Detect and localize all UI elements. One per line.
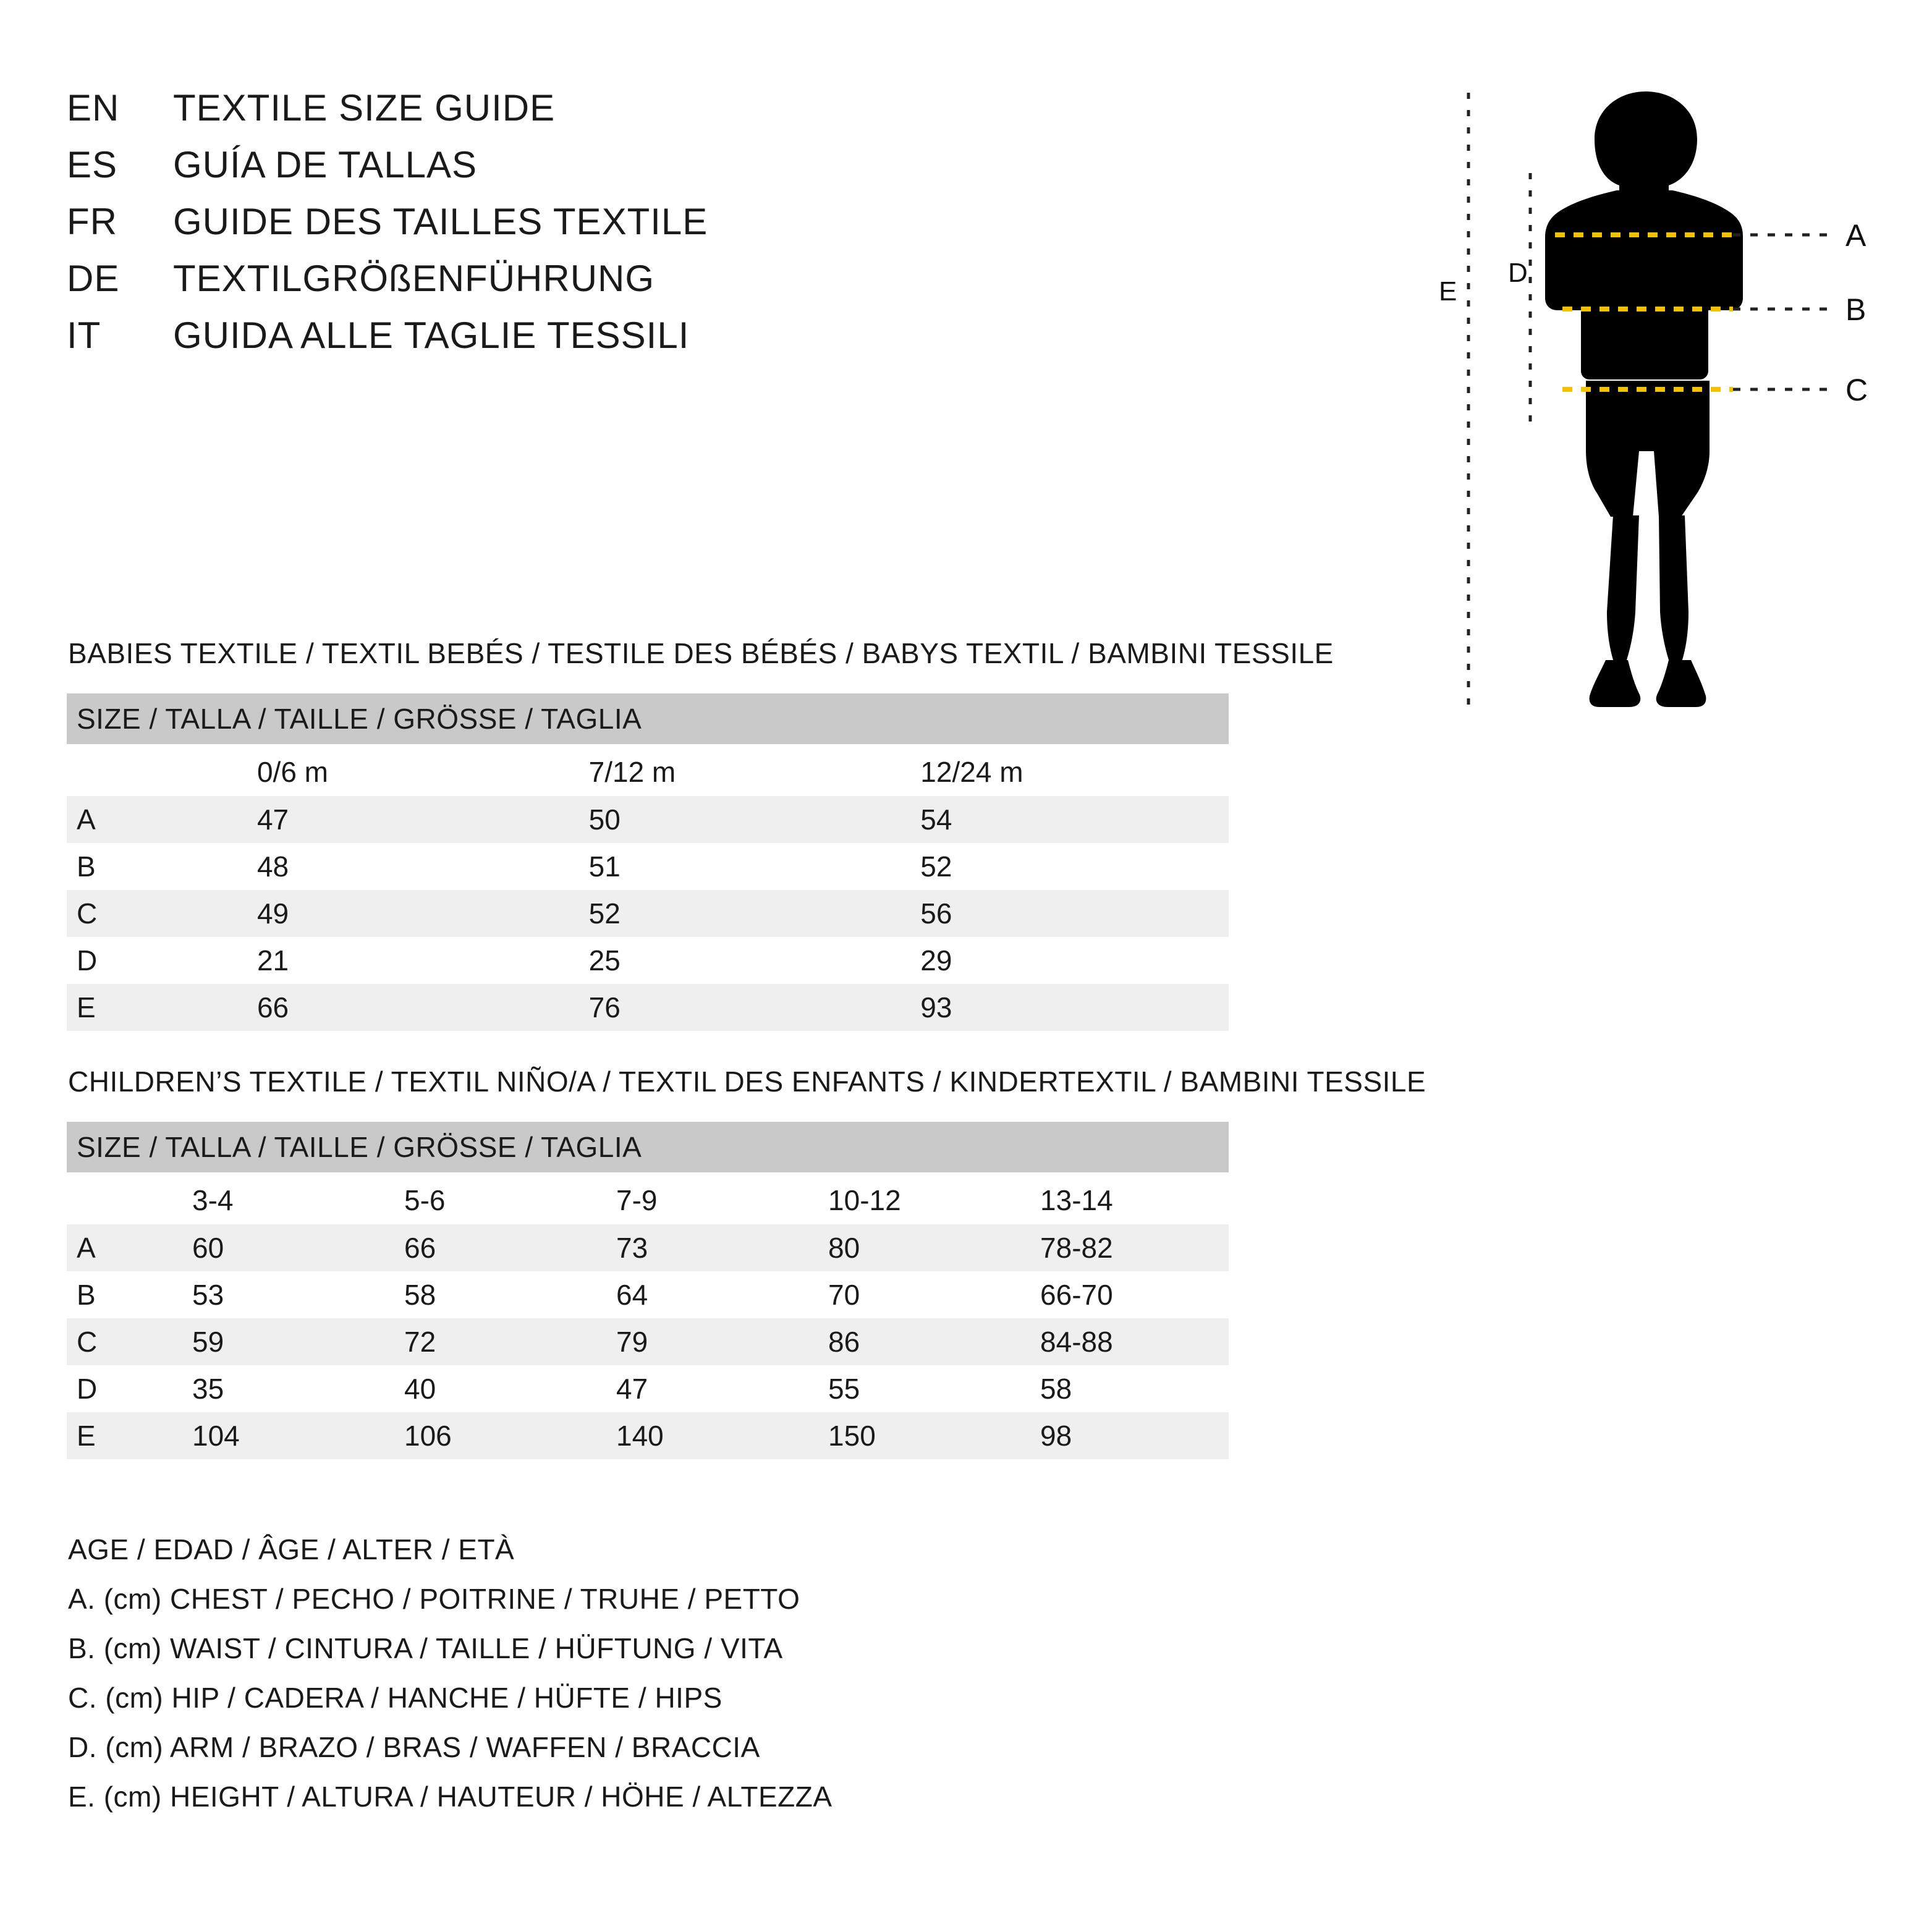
- language-code: DE: [67, 258, 120, 299]
- legend-item-hip: C. (cm) HIP / CADERA / HANCHE / HÜFTE / HIPS: [68, 1682, 722, 1714]
- figure-label-e: E: [1439, 276, 1457, 307]
- table-cell: [169, 1365, 381, 1412]
- empty-corner: [67, 1172, 169, 1224]
- babies-size-value: 12/24 m: [920, 756, 1023, 788]
- row-label: D: [77, 1373, 98, 1405]
- children-size-value: 10-12: [828, 1184, 901, 1216]
- cell-value: 59: [192, 1326, 224, 1358]
- babies-size-label: [897, 744, 1229, 796]
- children-size-row: [67, 1172, 1229, 1224]
- cell-value: 53: [192, 1279, 224, 1311]
- cell-value: 98: [1040, 1420, 1072, 1452]
- table-cell: [593, 1412, 805, 1459]
- cell-value: 79: [616, 1326, 648, 1358]
- language-row: [67, 143, 1241, 200]
- cell-value: 66: [404, 1232, 436, 1264]
- babies-size-label: [234, 744, 566, 796]
- language-title: GUIDA ALLE TAGLIE TESSILI: [173, 315, 690, 356]
- figure-label-b: B: [1845, 292, 1866, 327]
- table-cell: [566, 937, 897, 984]
- cell-value: 58: [1040, 1373, 1072, 1405]
- table-cell: [1017, 1224, 1229, 1271]
- babies-size-label: [566, 744, 897, 796]
- language-title: GUÍA DE TALLAS: [173, 144, 477, 185]
- table-cell: [593, 1224, 805, 1271]
- children-size-label: [593, 1172, 805, 1224]
- cell-value: 29: [920, 944, 952, 977]
- table-cell: [805, 1224, 1017, 1271]
- language-row: [67, 87, 1241, 143]
- cell-value: 58: [404, 1279, 436, 1311]
- figure-label-d: D: [1508, 258, 1528, 288]
- row-label: C: [67, 890, 234, 937]
- table-cell: [381, 1224, 593, 1271]
- cell-value: 40: [404, 1373, 436, 1405]
- row-label: C: [67, 1318, 169, 1365]
- measurement-legend: [68, 1533, 1304, 1829]
- cell-value: 70: [828, 1279, 860, 1311]
- cell-value: 49: [256, 897, 289, 930]
- table-cell: [169, 1271, 381, 1318]
- cell-value: 48: [256, 850, 289, 883]
- language-row: [67, 314, 1241, 371]
- cell-value: 140: [616, 1420, 664, 1452]
- babies-size-value: 7/12 m: [588, 756, 676, 788]
- table-header-row: [67, 693, 1229, 744]
- legend-item-arm: D. (cm) ARM / BRAZO / BRAS / WAFFEN / BRACCIA: [68, 1731, 760, 1763]
- cell-value: 78-82: [1040, 1232, 1113, 1264]
- cell-value: 51: [588, 850, 621, 883]
- cell-value: 72: [404, 1326, 436, 1358]
- cell-value: 106: [404, 1420, 452, 1452]
- language-title: GUIDE DES TAILLES TEXTILE: [173, 201, 708, 242]
- cell-value: 84-88: [1040, 1326, 1113, 1358]
- table-cell: [234, 796, 566, 843]
- cell-value: 35: [192, 1373, 224, 1405]
- row-label: E: [67, 984, 234, 1031]
- table-row: [67, 1412, 1229, 1459]
- cell-value: 50: [588, 803, 621, 836]
- table-cell: [805, 1412, 1017, 1459]
- table-row: [67, 984, 1229, 1031]
- table-cell: [1017, 1412, 1229, 1459]
- cell-value: 66: [256, 991, 289, 1023]
- figure-label-a: A: [1845, 218, 1866, 253]
- cell-value: 47: [616, 1373, 648, 1405]
- table-cell: [593, 1365, 805, 1412]
- children-size-value: 3-4: [192, 1184, 234, 1216]
- table-cell: [897, 890, 1229, 937]
- table-cell: [897, 937, 1229, 984]
- table-cell: [381, 1412, 593, 1459]
- legend-item-waist: B. (cm) WAIST / CINTURA / TAILLE / HÜFTUNG / VITA: [68, 1632, 783, 1664]
- empty-corner: [67, 744, 234, 796]
- table-cell: [566, 984, 897, 1031]
- language-code: EN: [67, 87, 120, 129]
- table-cell: [897, 796, 1229, 843]
- table-cell: [234, 937, 566, 984]
- table-cell: [805, 1365, 1017, 1412]
- cell-value: 55: [828, 1373, 860, 1405]
- row-label: B: [77, 850, 96, 883]
- table-cell: [566, 843, 897, 890]
- table-cell: [169, 1224, 381, 1271]
- cell-value: 25: [588, 944, 621, 977]
- cell-value: 104: [192, 1420, 240, 1452]
- table-cell: [805, 1271, 1017, 1318]
- cell-value: 47: [256, 803, 289, 836]
- language-row: [67, 200, 1241, 257]
- row-label: E: [67, 1412, 169, 1459]
- table-cell: [1017, 1271, 1229, 1318]
- table-cell: [566, 890, 897, 937]
- table-header-row: [67, 1122, 1229, 1172]
- legend-title: AGE / EDAD / ÂGE / ALTER / ETÀ: [68, 1533, 515, 1566]
- table-cell: [805, 1318, 1017, 1365]
- language-row: [67, 257, 1241, 314]
- table-cell: [169, 1412, 381, 1459]
- children-size-table: [67, 1122, 1229, 1459]
- row-label: D: [77, 944, 98, 977]
- table-cell: [234, 890, 566, 937]
- children-size-value: 7-9: [616, 1184, 658, 1216]
- legend-item-height: E. (cm) HEIGHT / ALTURA / HAUTEUR / HÖHE / ALTEZZA: [68, 1781, 833, 1813]
- row-label: A: [67, 796, 234, 843]
- table-row: [67, 890, 1229, 937]
- cell-value: 80: [828, 1232, 860, 1264]
- table-cell: [381, 1365, 593, 1412]
- table-cell: [169, 1318, 381, 1365]
- table-cell: [381, 1318, 593, 1365]
- table-row: [67, 1224, 1229, 1271]
- babies-section-caption: BABIES TEXTILE / TEXTIL BEBÉS / TESTILE DES BÉBÉS / BABYS TEXTIL / BAMBINI TESSILE: [68, 637, 1334, 669]
- cell-value: 54: [920, 803, 952, 836]
- child-silhouette: [1545, 91, 1743, 707]
- children-size-value: 13-14: [1040, 1184, 1113, 1216]
- cell-value: 52: [588, 897, 621, 930]
- cell-value: 150: [828, 1420, 876, 1452]
- table-row: [67, 937, 1229, 984]
- table-cell: [381, 1271, 593, 1318]
- cell-value: 86: [828, 1326, 860, 1358]
- language-code: FR: [67, 201, 117, 242]
- table-cell: [1017, 1318, 1229, 1365]
- children-table-title: SIZE / TALLA / TAILLE / GRÖSSE / TAGLIA: [67, 1122, 1229, 1172]
- babies-size-value: 0/6 m: [256, 756, 328, 788]
- cell-value: 52: [920, 850, 952, 883]
- language-title: TEXTILE SIZE GUIDE: [173, 87, 556, 129]
- children-section-caption: CHILDREN’S TEXTILE / TEXTIL NIÑO/A / TEXTIL DES ENFANTS / KINDERTEXTIL / BAMBINI TESSILE: [68, 1066, 1426, 1098]
- table-cell: [593, 1318, 805, 1365]
- cell-value: 56: [920, 897, 952, 930]
- children-size-label: [169, 1172, 381, 1224]
- table-row: [67, 843, 1229, 890]
- table-cell: [566, 796, 897, 843]
- children-size-value: 5-6: [404, 1184, 446, 1216]
- table-row: [67, 1365, 1229, 1412]
- language-code: ES: [67, 144, 118, 185]
- language-code: IT: [67, 315, 101, 356]
- table-cell: [1017, 1365, 1229, 1412]
- cell-value: 21: [256, 944, 289, 977]
- babies-table-title: SIZE / TALLA / TAILLE / GRÖSSE / TAGLIA: [67, 693, 1229, 744]
- table-cell: [897, 843, 1229, 890]
- cell-value: 64: [616, 1279, 648, 1311]
- babies-size-row: [67, 744, 1229, 796]
- cell-value: 76: [588, 991, 621, 1023]
- table-row: [67, 1318, 1229, 1365]
- children-size-label: [805, 1172, 1017, 1224]
- babies-size-table: [67, 693, 1229, 1031]
- legend-item-chest: A. (cm) CHEST / PECHO / POITRINE / TRUHE / PETTO: [68, 1583, 800, 1615]
- language-title: TEXTILGRÖßENFÜHRUNG: [173, 258, 655, 299]
- children-size-label: [381, 1172, 593, 1224]
- cell-value: 93: [920, 991, 952, 1023]
- cell-value: 73: [616, 1232, 648, 1264]
- children-size-label: [1017, 1172, 1229, 1224]
- row-label: A: [67, 1224, 169, 1271]
- table-row: [67, 796, 1229, 843]
- measurement-figure: [1409, 80, 1897, 773]
- table-row: [67, 1271, 1229, 1318]
- figure-label-c: C: [1845, 373, 1868, 407]
- table-cell: [234, 984, 566, 1031]
- cell-value: 60: [192, 1232, 224, 1264]
- table-cell: [897, 984, 1229, 1031]
- table-cell: [593, 1271, 805, 1318]
- row-label: B: [77, 1279, 96, 1311]
- language-title-block: [67, 87, 1241, 371]
- table-cell: [234, 843, 566, 890]
- cell-value: 66-70: [1040, 1279, 1113, 1311]
